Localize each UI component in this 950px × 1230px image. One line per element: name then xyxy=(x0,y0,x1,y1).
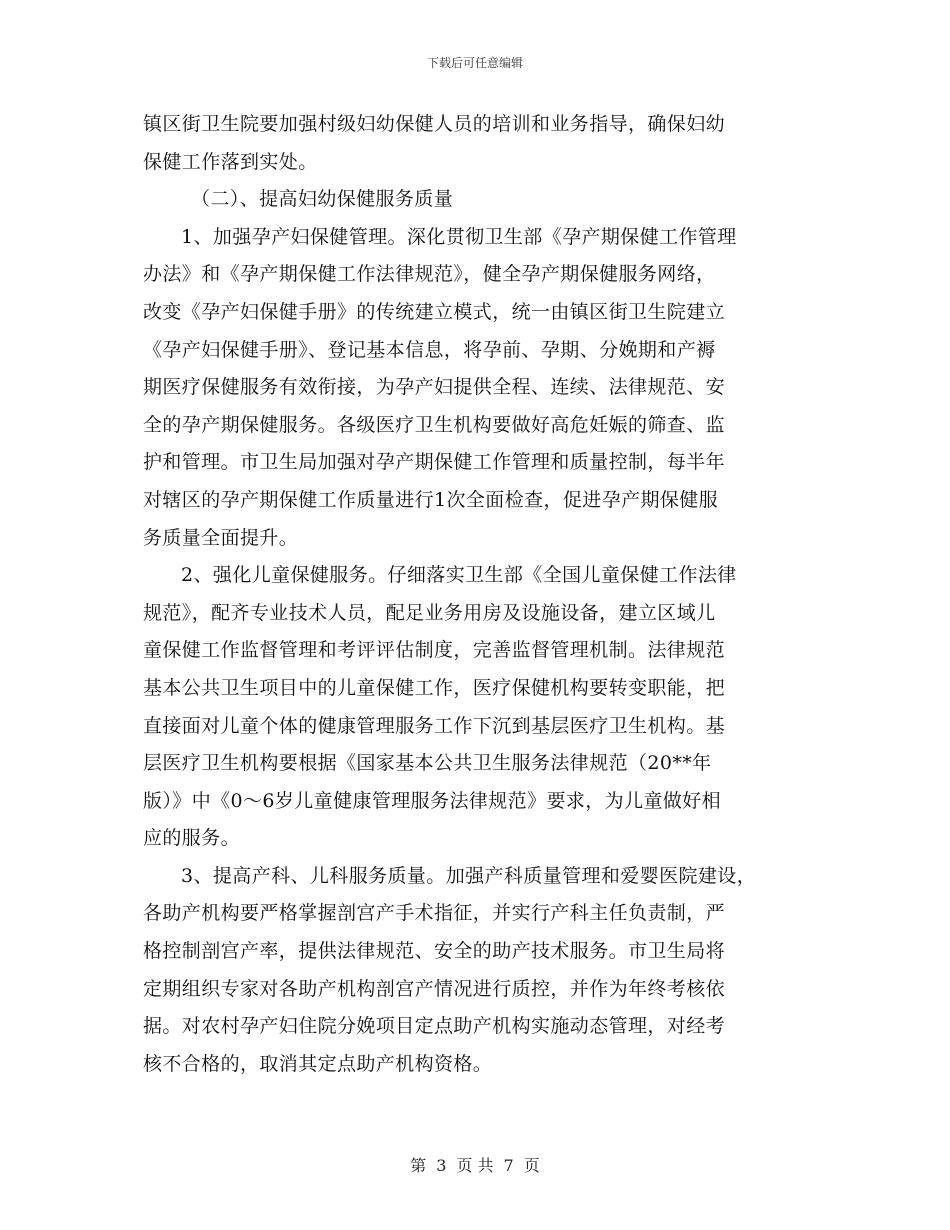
page-header-note: 下载后可任意编辑 xyxy=(426,56,523,70)
body-line: 务质量全面提升。 xyxy=(143,526,299,549)
body-line: 层医疗卫生机构要根据《国家基本公共卫生服务法律规范（20**年 xyxy=(143,752,712,775)
section-heading: （二）、提高妇幼保健服务质量 xyxy=(191,188,454,211)
document-body xyxy=(143,106,833,1083)
body-line: 规范》，配齐专业技术人员，配足业务用房及设施设备，建立区域儿 xyxy=(143,601,716,624)
body-line: 护和管理。市卫生局加强对孕产期保健工作管理和质量控制，每半年 xyxy=(143,451,726,474)
body-line: 保健工作落到实处。 xyxy=(143,150,318,173)
paragraph-start-line: 3、提高产科、儿科服务质量。加强产科质量管理和爱婴医院建设， xyxy=(181,864,757,887)
page-number-footer xyxy=(0,1153,950,1176)
page-total: 7 xyxy=(503,1156,514,1175)
body-line: 期医疗保健服务有效衔接，为孕产妇提供全程、连续、法律规范、安 xyxy=(143,376,726,399)
body-line: 对辖区的孕产期保健工作质量进行1次全面检查，促进孕产期保健服 xyxy=(143,488,719,511)
body-line: 直接面对儿童个体的健康管理服务工作下沉到基层医疗卫生机构。基 xyxy=(143,714,726,737)
body-line: 核不合格的，取消其定点助产机构资格。 xyxy=(143,1052,493,1075)
paragraph-start-line: 2、强化儿童保健服务。仔细落实卫生部《全国儿童保健工作法律 xyxy=(181,564,737,587)
body-line: 应的服务。 xyxy=(143,827,241,850)
page-current: 3 xyxy=(436,1156,447,1175)
page-suffix: 页 xyxy=(523,1156,540,1175)
body-line: 全的孕产期保健服务。各级医疗卫生机构要做好高危妊娠的筛查、监 xyxy=(143,413,726,436)
body-line: 据。对农村孕产妇住院分娩项目定点助产机构实施动态管理，对经考 xyxy=(143,1015,726,1038)
paragraph-start-line: 1、加强孕产妇保健管理。深化贯彻卫生部《孕产期保健工作管理 xyxy=(181,225,737,248)
page-prefix: 第 xyxy=(410,1156,427,1175)
body-line: 定期组织专家对各助产机构剖宫产情况进行质控，并作为年终考核依 xyxy=(143,977,726,1000)
body-line: 办法》和《孕产期保健工作法律规范》，健全孕产期保健服务网络， xyxy=(143,263,716,286)
body-line: 各助产机构要严格掌握剖宫产手术指征，并实行产科主任负责制，严 xyxy=(143,902,726,925)
body-line: 版）》中《0～6岁儿童健康管理服务法律规范》要求，为儿童做好相 xyxy=(143,789,722,812)
body-line: 童保健工作监督管理和考评评估制度，完善监督管理机制。法律规范 xyxy=(143,639,726,662)
body-line: 《孕产妇保健手册》、登记基本信息，将孕前、孕期、分娩期和产褥 xyxy=(143,338,716,361)
page-mid: 页 共 xyxy=(456,1156,494,1175)
body-line: 镇区街卫生院要加强村级妇幼保健人员的培训和业务指导，确保妇幼 xyxy=(143,113,726,135)
body-line: 基本公共卫生项目中的儿童保健工作，医疗保健机构要转变职能，把 xyxy=(143,676,726,699)
body-line: 格控制剖宫产率，提供法律规范、安全的助产技术服务。市卫生局将 xyxy=(143,940,726,963)
body-line: 改变《孕产妇保健手册》的传统建立模式，统一由镇区街卫生院建立 xyxy=(143,300,726,323)
